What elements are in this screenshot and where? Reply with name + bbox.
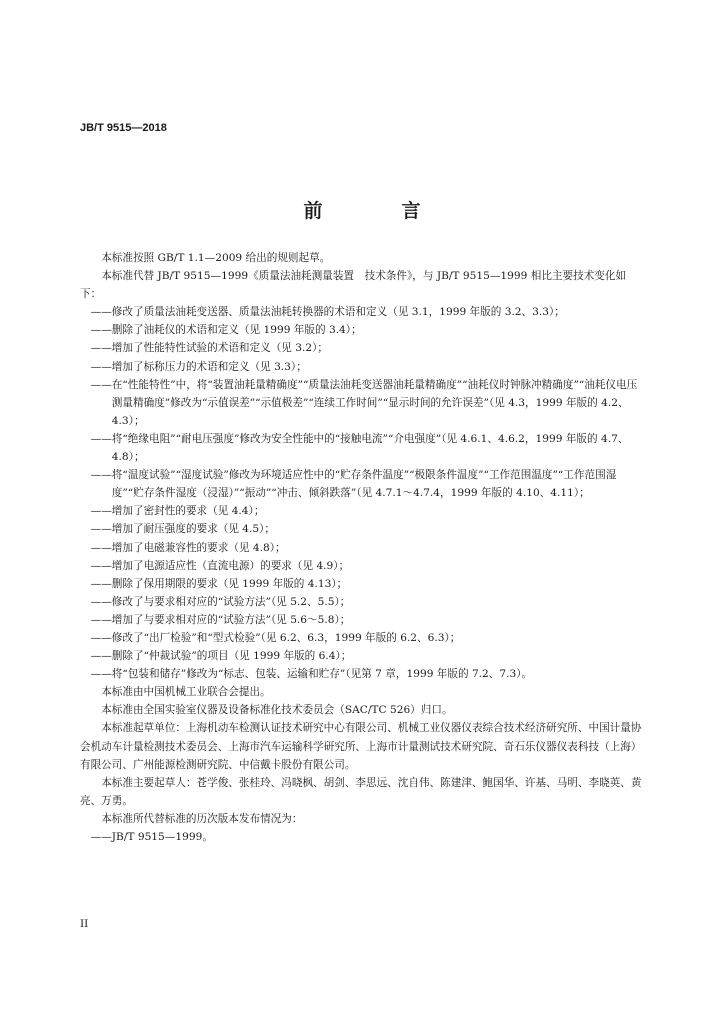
change-item: ——增加了性能特性试验的术语和定义（见 3.2）；	[90, 342, 328, 355]
change-item: ——增加了电磁兼容性的要求（见 4.8）；	[90, 541, 286, 554]
change-item: ——修改了质量法油耗变送器、质量法油耗转换器的术语和定义（见 3.1，1999 年版的 3.2、3.3）；	[90, 306, 565, 319]
paragraph-history-intro: 本标准所代替标准的历次版本发布情况为：	[101, 812, 303, 825]
paragraph-drafting-units: 本标准起草单位：上海机动车检测认证技术研究中心有限公司、机械工业仪器仪表综合技术经济研究所、中国计量协会机动车计量检测技术委员会、上海市汽车运输科学研究所、上海市计量测试技术研究院、奇石乐仪器仪表科技（上海）有限公司、广州能源检测研究院、中信戴卡股份有限公司。	[80, 722, 642, 771]
change-item: ——修改了“出厂检验”和“型式检验”（见 6.2、6.3，1999 年版的 6.2、6.3）；	[90, 631, 461, 644]
change-item: ——增加了与要求相对应的“试验方法”（见 5.6～5.8）；	[90, 613, 351, 626]
paragraph-drafting-rule: 本标准按照 GB/T 1.1—2009 给出的规则起草。	[101, 252, 331, 264]
change-item: ——删除了保用期限的要求（见 1999 年版的 4.13）；	[90, 577, 348, 590]
change-item: ——增加了耐压强度的要求（见 4.5）；	[90, 523, 276, 536]
paragraph-committee: 本标准由全国实验室仪器及设备标准化技术委员会（SAC/TC 526）归口。	[101, 704, 453, 717]
foreword-body	[80, 249, 646, 846]
paragraph-proposer: 本标准由中国机械工业联合会提出。	[101, 686, 271, 699]
paragraph-replacement: 本标准代替 JB/T 9515—1999《质量法油耗测量装置 技术条件》，与 JB/T 9515—1999 相比主要技术变化如下：	[80, 270, 627, 301]
page-title: 前 言	[303, 200, 451, 222]
change-item: ——将“绝缘电阻”“耐电压强度”修改为安全性能中的“接触电流”“介电强度”（见 4.6.1、4.6.2，1999 年版的 4.7、4.8）；	[90, 432, 629, 464]
change-item: ——将“温度试验”“湿度试验”修改为环境适应性中的“贮存条件温度”“极限条件温度”“工作范围温度”“工作范围湿度”“贮存条件湿度（浸湿）”“振动”“冲击、倾斜跌落”（见 4.7.1～4.7.4，1999 年版的 4.10、4.11）；	[90, 469, 617, 500]
page-number: II	[80, 918, 89, 930]
document-id: JB/T 9515—2018	[80, 122, 167, 134]
history-item: ——JB/T 9515—1999。	[90, 831, 213, 843]
change-item: ——增加了电源适应性（直流电源）的要求（见 4.9）；	[90, 559, 350, 572]
change-item: ——增加了标称压力的术语和定义（见 3.3）；	[90, 360, 307, 373]
change-item: ——删除了油耗仪的术语和定义（见 1999 年版的 3.4）；	[90, 324, 362, 337]
change-item: ——增加了密封性的要求（见 4.4）；	[90, 505, 265, 518]
change-item: ——删除了“仲裁试验”的项目（见 1999 年版的 6.4）；	[90, 650, 352, 663]
change-item: ——修改了与要求相对应的“试验方法”（见 5.2、5.5）；	[90, 595, 351, 608]
change-item: ——将“包装和储存”修改为“标志、包装、运输和贮存”（见第 7 章，1999 年版的 7.2、7.3）。	[90, 668, 533, 681]
paragraph-drafters: 本标准主要起草人：苍学俊、张桂玲、冯晓枫、胡剑、李思远、沈自伟、陈建津、鲍国华、许基、马明、李晓英、黄亮、万勇。	[80, 776, 642, 807]
change-item: ——在“性能特性”中，将“装置油耗量精确度”“质量法油耗变送器油耗量精确度”“油耗仪时钟脉冲精确度”“油耗仪电压测量精确度”修改为“示值误差”“示值极差”“连续工作时间”“显示时间的允许误差”（见 4.3，1999 年版的 4.2、4.3）；	[90, 378, 638, 427]
